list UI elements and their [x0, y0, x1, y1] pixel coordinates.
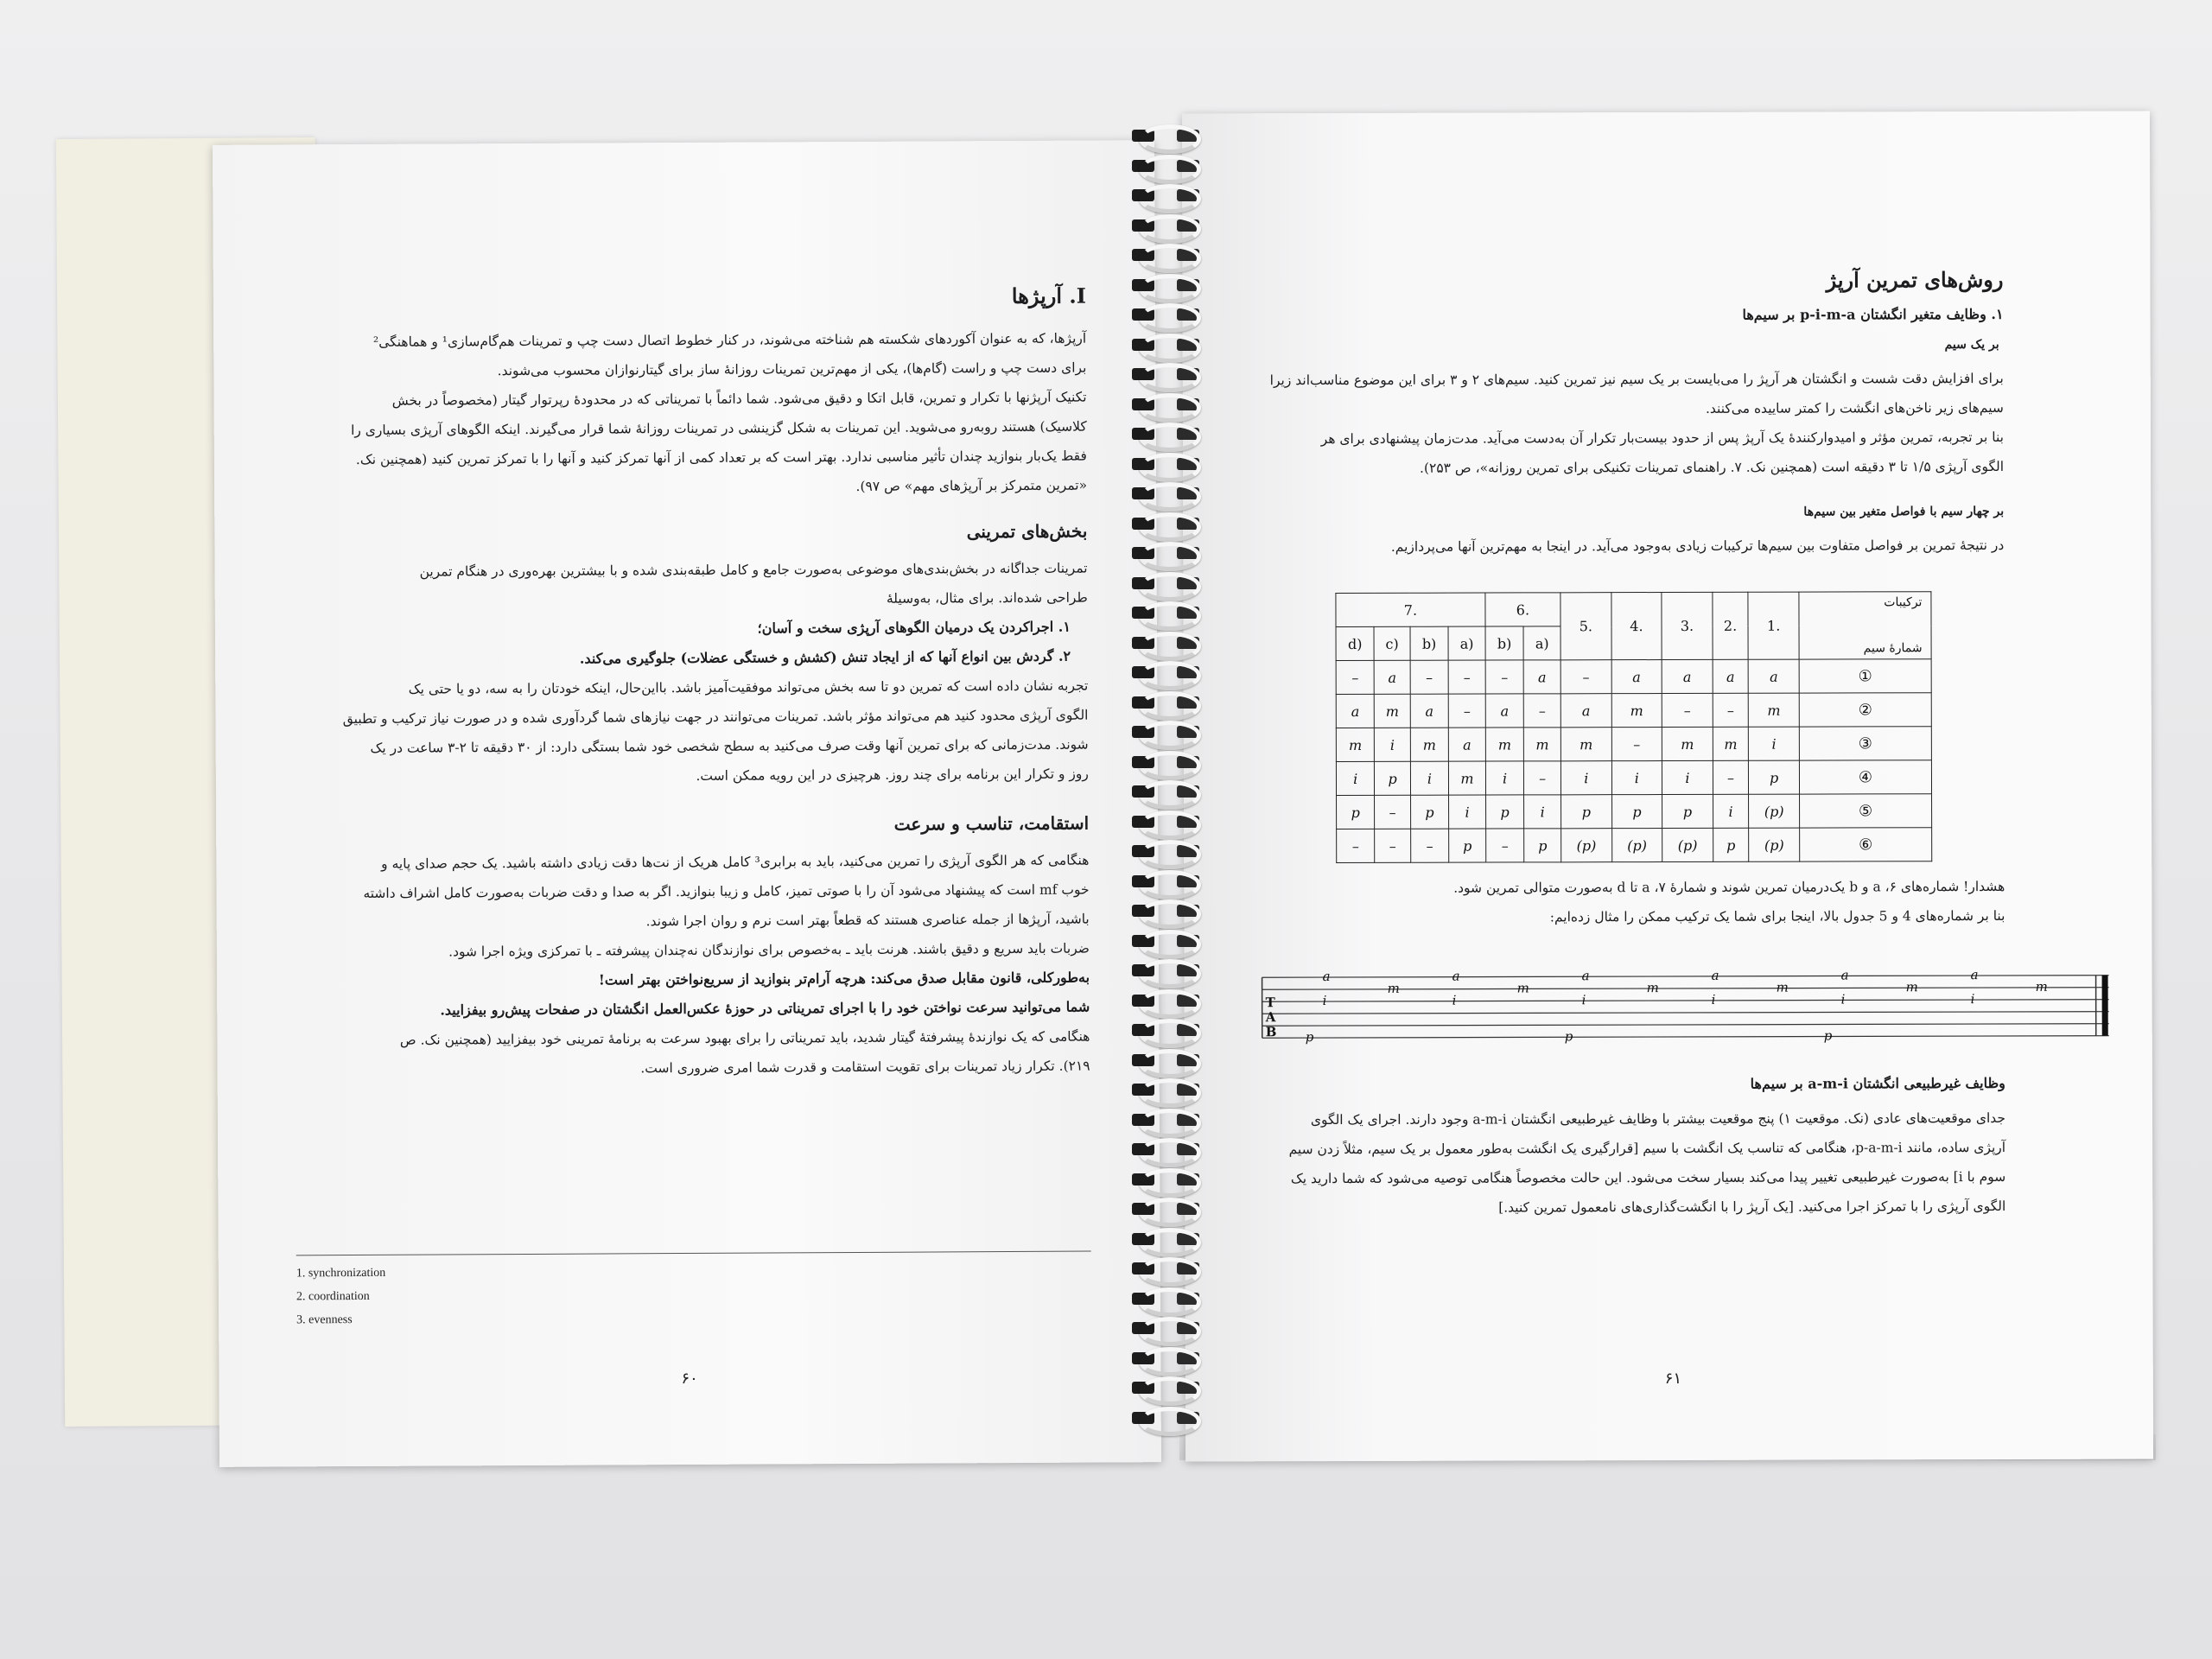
footnote: 1. synchronization	[296, 1266, 386, 1281]
table-row	[1336, 693, 1931, 728]
footnote-rule	[296, 1251, 1091, 1256]
line: طراحی شده‌اند. برای مثال، به‌وسیلهٔ	[886, 589, 1088, 607]
footnotes	[296, 1262, 386, 1332]
cell: 6.	[1485, 593, 1560, 626]
wire-loop	[1139, 1168, 1201, 1198]
cell: –	[1713, 693, 1749, 727]
tab-note: m	[1776, 979, 1789, 995]
wire-loop	[1139, 632, 1201, 661]
finger-combination-table	[1335, 591, 1932, 863]
spiral-coil	[1132, 569, 1199, 598]
wire-loop	[1139, 1078, 1201, 1108]
table-row	[1336, 659, 1931, 695]
cell: m	[1611, 694, 1662, 728]
cell: p	[1524, 829, 1561, 862]
tab-note: p	[1564, 1028, 1573, 1045]
cell: m	[1485, 728, 1523, 761]
unnatural-roles-body	[1193, 1103, 2005, 1223]
tab-note: i	[1711, 991, 1716, 1007]
spiral-coil	[1132, 359, 1199, 389]
tab-note: i	[1452, 992, 1457, 1008]
cell: d)	[1336, 626, 1374, 660]
spiral-coil	[1132, 1105, 1199, 1135]
cell: a	[1713, 659, 1749, 693]
tab-note: p	[1823, 1027, 1833, 1044]
tab-note: m	[1905, 979, 1918, 995]
cell: –	[1486, 829, 1524, 862]
cell: i	[1524, 795, 1561, 829]
tab-note: m	[2035, 978, 2048, 995]
line: تمرینات جداگانه در بخش‌بندی‌های موضوعی به‌صورت جامع و کامل طبقه‌بندی شده و با بیشترین بهره‌وری در هنگام تمرین	[419, 560, 1088, 580]
page-number: ۶۱	[1664, 1369, 1682, 1389]
wire-loop	[1139, 1228, 1201, 1257]
wire-loop	[1139, 124, 1201, 154]
section-heading-exercises: بخش‌های تمرینی	[966, 520, 1088, 543]
cell: a	[1410, 694, 1448, 728]
wire-loop	[1139, 1049, 1201, 1078]
footnote: 2. coordination	[296, 1289, 370, 1304]
subheading-one-string: بر یک سیم	[1944, 337, 1999, 353]
end-barline-thick	[2102, 976, 2108, 1036]
wire-loop	[1139, 930, 1201, 959]
tab-note: a	[1970, 967, 1979, 983]
cell: (p)	[1749, 794, 1800, 828]
line: بنا بر تجربه، تمرین مؤثر و امیدوارکنندهٔ یک آرپژ پس از حدود بیست‌بار تکرار آن به‌دست می‌آید. مدت‌زمان پیشنهادی برای هر	[1320, 429, 2004, 448]
wire-loop	[1139, 1019, 1201, 1048]
spiral-coil	[1132, 509, 1199, 538]
cell: b)	[1410, 626, 1448, 660]
wire-loop	[1139, 691, 1201, 721]
wire-loop	[1139, 989, 1201, 1019]
cell: –	[1611, 728, 1662, 761]
cell: p	[1662, 794, 1713, 828]
tab-note: a	[1840, 967, 1849, 983]
cell: 1.	[1748, 592, 1799, 659]
wire-loop	[1139, 1287, 1201, 1317]
cell: i	[1336, 761, 1374, 795]
wire-loop	[1139, 512, 1201, 542]
spiral-coil	[1132, 1165, 1199, 1194]
footnote: 3. evenness	[296, 1313, 353, 1327]
cell: p	[1561, 795, 1612, 829]
cell: p	[1375, 761, 1411, 795]
spiral-coil	[1132, 300, 1199, 329]
right-heading: روش‌های تمرین آرپژ	[1826, 266, 2004, 293]
spiral-coil	[1132, 270, 1199, 300]
wire-loop	[1139, 601, 1201, 631]
table-header-row	[1336, 592, 1931, 627]
spiral-coil	[1132, 956, 1199, 985]
wire-loop	[1139, 1376, 1201, 1406]
cell: –	[1448, 694, 1485, 728]
line: تجربه نشان داده است که تمرین دو تا سه بخش می‌تواند موفقیت‌آمیز باشد. بااین‌حال، اینکه خودتان را به سه، دو یا حتی یک	[408, 677, 1089, 697]
line: برای افزایش دقت شست و انگشتان هر آرپژ را می‌بایست بر یک سیم نیز تمرین کنید. سیم‌های ۲ و ۳ برای این موضوع مناسب‌اند زیرا	[1269, 370, 2004, 389]
spiral-coil	[1132, 658, 1199, 687]
wire-loop	[1139, 1198, 1201, 1227]
cell: p	[1749, 760, 1800, 794]
wire-loop	[1139, 1317, 1201, 1346]
cell: m	[1375, 694, 1411, 728]
tab-note: a	[1322, 969, 1331, 985]
wire-loop	[1139, 840, 1201, 869]
line: تکنیک آرپژنها با تکرار و تمرین، قابل اتکا و دقیق می‌شود. شما دائماً با تمریناتی که در محدودهٔ رپرتوار گیتار (مخصوصاً در بخش	[391, 389, 1087, 409]
spiral-coil	[1132, 717, 1199, 747]
spiral-coil	[1132, 538, 1199, 568]
wire-loop	[1139, 751, 1201, 780]
wire-loop	[1139, 155, 1201, 184]
spiral-coil	[1132, 1224, 1199, 1254]
cell: i	[1662, 760, 1713, 794]
wire-loop	[1139, 1347, 1201, 1376]
line: الگوی آرپژی محدود کنید هم می‌تواند مؤثر باشد. تمرینات می‌توانند در جهت نیازهای شما گردآوری شده و در صورت نیاز ترکیب و تطبیق	[342, 707, 1089, 728]
cell: a	[1560, 694, 1611, 728]
cell: –	[1375, 829, 1411, 862]
wire-loop	[1139, 1138, 1201, 1167]
cell: –	[1448, 660, 1485, 694]
spiral-coil	[1132, 151, 1199, 181]
line: روز و تکرار این برنامه برای چند روز. هرچیزی در این رویه ممکن است.	[696, 766, 1089, 784]
cell: p	[1449, 829, 1486, 862]
cell: a)	[1523, 626, 1560, 660]
tab-note: a	[1452, 968, 1460, 984]
list-item: ۲. گردش بین انواع آنها که از ایجاد تنش (کشش و خستگی عضلات) جلوگیری می‌کند.	[579, 647, 1071, 667]
line: شما می‌توانید سرعت نواختن خود را با اجرای تمریناتی در حوزهٔ عکس‌العمل انگشتان در صفحات پیش‌رو بیفزایید.	[440, 998, 1090, 1019]
spiral-coil	[1132, 807, 1199, 836]
spiral-coil	[1132, 1015, 1199, 1045]
row-label: ⑤	[1800, 794, 1932, 828]
line: سیم‌های زیر ناخن‌های انگشت را کمتر ساییده می‌کنند.	[1705, 399, 2004, 416]
tab-note: i	[1581, 992, 1586, 1008]
cell: –	[1662, 693, 1713, 727]
cell: p	[1611, 795, 1662, 829]
spiral-coil	[1132, 926, 1199, 956]
cell: a	[1748, 659, 1799, 693]
cell: 3.	[1662, 592, 1713, 659]
cell: p	[1410, 795, 1448, 829]
wire-loop	[1139, 899, 1201, 929]
tab-note: a	[1581, 968, 1590, 984]
row-label: ①	[1799, 659, 1931, 693]
spiral-coil	[1132, 240, 1199, 270]
tab-note: m	[1387, 980, 1400, 996]
cell: c)	[1374, 626, 1410, 660]
guitar-tab-staff	[1254, 967, 2126, 1052]
line: آرپژی ساده، مانند p-a-m-i، هنگامی که تناسب یک انگشت با سیم [قرارگیری یک انگشت به‌طور معمول بر یک سیم، مثلاً زدن سیم	[1288, 1139, 2006, 1158]
wire-loop	[1139, 661, 1201, 690]
line: کلاسیک) هستند روبه‌رو می‌شوید. این تمرینات به شکل گزینشی در تمرینات روزانهٔ شما قرار می‌گیرند. اینکه الگوهای آرپژی بسیاری را	[350, 418, 1087, 439]
spiral-binding	[1123, 121, 1210, 1469]
page-number: ۶۰	[681, 1369, 698, 1389]
list-item: ۱. اجراکردن یک درمیان الگوهای آرپژی سخت و آسان؛	[757, 618, 1071, 637]
cell: –	[1410, 660, 1448, 694]
spiral-coil	[1132, 1403, 1199, 1433]
cell: a)	[1448, 626, 1485, 660]
spiral-coil	[1132, 1046, 1199, 1075]
label-combinations: ترکیبات	[1884, 595, 1923, 610]
cell: –	[1375, 795, 1411, 829]
wire-loop	[1139, 1407, 1201, 1436]
spiral-coil	[1132, 1075, 1199, 1104]
wire-loop	[1139, 572, 1201, 601]
line: باشید، آرپژها از جمله عناصری هستند که قطعاً بهتر است نرم و روان اجرا شوند.	[645, 911, 1090, 930]
line: به‌طورکلی، قانون مقابل صدق می‌کند: هرچه آرام‌تر بنوازید از سریع‌نواختن بهتر است!	[598, 969, 1090, 988]
cell: a	[1485, 694, 1523, 728]
line: برای دست چپ و راست (گام‌ها)، یکی از مهم‌ترین تمرینات روزانهٔ ساز برای گیتارنوازان محسوب می‌شوند.	[497, 359, 1087, 379]
wire-loop	[1139, 363, 1201, 392]
spiral-coil	[1132, 1135, 1199, 1164]
cell: m	[1336, 728, 1374, 761]
row-label: ③	[1799, 727, 1931, 760]
line: هشدار! شماره‌های ۶، a و b یک‌درمیان تمرین شوند و شمارهٔ ۷، a تا d به‌صورت متوالی تمرین شود.	[1453, 878, 2005, 896]
spiral-coil	[1132, 1344, 1199, 1373]
cell: i	[1560, 761, 1611, 795]
spiral-coil	[1132, 1194, 1199, 1224]
line: ۲۱۹). تکرار زیاد تمرینات برای تقویت استقامت و قدرت شما امری ضروری است.	[640, 1058, 1090, 1077]
wire-loop	[1139, 244, 1201, 273]
wire-loop	[1139, 870, 1201, 899]
spiral-coil	[1132, 1254, 1199, 1283]
cell: 2.	[1713, 592, 1749, 659]
spiral-coil	[1132, 867, 1199, 896]
line: هنگامی که یک نوازندهٔ پیشرفتهٔ گیتار شدید، باید تمریناتی را برای بهبود سرعت به برنامهٔ تمرینی خود بیفزایید (همچنین نک. ص	[399, 1028, 1090, 1048]
line: بنا بر شماره‌های 4 و 5 جدول بالا، اینجا برای شما یک ترکیب ممکن را مثال زده‌ایم:	[1549, 907, 2005, 925]
spiral-coil	[1132, 628, 1199, 658]
cell: m	[1524, 728, 1561, 761]
cell: m	[1560, 728, 1611, 761]
four-strings-body: در نتیجهٔ تمرین بر فواصل متفاوت بین سیم‌ها ترکیبات زیادی به‌وجود می‌آید. در اینجا به مهم‌ترین آنها می‌پردازیم.	[1390, 537, 2005, 555]
wire-loop	[1139, 1257, 1201, 1287]
spiral-coil	[1132, 330, 1199, 359]
spiral-coil	[1132, 181, 1199, 210]
wire-loop	[1139, 214, 1201, 244]
line: سوم با i] به‌صورت غیرطبیعی تغییر پیدا می‌کند بسیار سخت می‌شود. این حالت مخصوصاً هنگامی توصیه می‌شود که شما دارید یک	[1290, 1168, 2006, 1187]
spiral-coil	[1132, 896, 1199, 925]
spiral-coil	[1132, 986, 1199, 1015]
spiral-coil	[1132, 121, 1199, 150]
wire-loop	[1139, 184, 1201, 213]
tab-letter: T	[1265, 995, 1275, 1011]
left-heading: I. آرپژها	[1011, 283, 1087, 309]
cell: 5.	[1560, 593, 1611, 660]
wire-loop	[1139, 721, 1201, 750]
wire-loop	[1139, 393, 1201, 423]
cell: m	[1713, 727, 1749, 760]
cell: 4.	[1611, 593, 1662, 660]
cell: 7.	[1336, 593, 1485, 626]
line: خوب mf است که پیشنهاد می‌شود آن را با صوتی تمیز، کامل و زیبا بنوازید. اگر به صدا و دقت ضربات به‌صورت کامل اشراف داشته	[363, 881, 1090, 901]
wire-loop	[1139, 810, 1201, 840]
line: «تمرین متمرکز بر آرپژهای مهم» ص ۹۷).	[855, 477, 1088, 494]
tab-note: m	[1516, 980, 1529, 996]
cell: –	[1524, 761, 1561, 795]
tab-note: p	[1305, 1029, 1314, 1046]
cell: –	[1336, 660, 1374, 694]
spiral-coil	[1132, 1313, 1199, 1343]
line: آرپژها، که به عنوان آکوردهای شکسته هم شناخته می‌شوند، در کنار خطوط اتصال دست چپ و تمرینات هم‌گام‌سازی¹ و هماهنگی²	[372, 330, 1087, 350]
line: الگوی آرپژی ۱/۵ تا ۳ دقیقه است (همچنین نک. ۷. راهنمای تمرینات تکنیکی برای تمرین روزانه»، ص ۲۵۳).	[1419, 458, 2005, 476]
cell: a	[1662, 659, 1713, 693]
cell: (p)	[1561, 829, 1612, 862]
left-page	[213, 140, 1161, 1467]
wire-loop	[1139, 959, 1201, 988]
wire-loop	[1139, 482, 1201, 512]
wire-loop	[1139, 1109, 1201, 1138]
spiral-coil	[1132, 777, 1199, 806]
section-exercises-body	[276, 554, 1089, 793]
cell: –	[1485, 660, 1523, 694]
cell: –	[1410, 829, 1448, 862]
cell: (p)	[1749, 828, 1800, 861]
spiral-coil	[1132, 598, 1199, 627]
table-row	[1336, 727, 1931, 762]
spiral-coil	[1132, 747, 1199, 777]
spiral-coil	[1132, 1284, 1199, 1313]
cell: –	[1337, 829, 1375, 862]
row-label: ②	[1799, 693, 1931, 727]
spiral-coil	[1132, 449, 1199, 479]
cell: (p)	[1611, 829, 1662, 862]
line: فقط یک‌بار بنوازید چندان تأثیر مناسبی ندارد. بهتر است که بر تعداد کمی از آنها تمرکز کنید و آنها را با تمرکز تمرین کنید (همچنین نک.	[355, 448, 1087, 468]
warning-note	[1192, 872, 2005, 932]
cell: i	[1749, 727, 1800, 760]
table-corner-label	[1799, 592, 1931, 659]
spiral-coil	[1132, 836, 1199, 866]
one-string-body	[1192, 364, 2004, 483]
subheading-unnatural-roles: وظایف غیرطبیعی انگشتان a-m-i بر سیم‌ها	[1750, 1074, 2005, 1092]
row-label: ⑥	[1800, 828, 1932, 861]
cell: a	[1448, 728, 1485, 761]
cell: m	[1410, 728, 1448, 761]
line: ضربات باید سریع و دقیق باشند. هرنت باید ـ به‌خصوص برای نوازندگان نه‌چندان پیشرفته ـ با تمرکزی ویژه اجرا شود.	[448, 940, 1090, 960]
cell: a	[1374, 660, 1410, 694]
tab-note: i	[1970, 991, 1975, 1007]
cell: i	[1485, 761, 1523, 795]
spiral-coil	[1132, 419, 1199, 448]
cell: i	[1410, 761, 1448, 795]
tab-note: i	[1322, 993, 1327, 1009]
cell: (p)	[1662, 828, 1713, 861]
spiral-coil	[1132, 688, 1199, 717]
subheading-four-strings: بر چهار سیم با فواصل متغیر بین سیم‌ها	[1803, 504, 2005, 519]
tab-letter: B	[1265, 1024, 1277, 1040]
line: هنگامی که هر الگوی آرپژی را تمرین می‌کنید، باید به برابری³ کامل هریک از نت‌ها دقت زیادی داشته باشید. یک حجم صدای پایه و	[381, 852, 1090, 872]
cell: p	[1713, 828, 1749, 861]
cell: p	[1337, 795, 1375, 829]
cell: i	[1611, 761, 1662, 795]
wire-loop	[1139, 780, 1201, 810]
wire-loop	[1139, 334, 1201, 363]
table-row	[1336, 760, 1931, 796]
cell: i	[1713, 794, 1749, 828]
line: جدای موقعیت‌های عادی (نک. موقعیت ۱) پنج موقعیت بیشتر با وظایف غیرطبیعی انگشتان a-m-i وجود دارند. اجرای یک الگوی	[1310, 1109, 2006, 1128]
cell: b)	[1485, 626, 1523, 660]
cell: –	[1560, 660, 1611, 694]
subheading-finger-roles: ۱. وظایف متغیر انگشتان p-i-m-a بر سیم‌ها	[1742, 305, 2004, 323]
tab-letter: A	[1265, 1009, 1276, 1026]
line: الگوی آرپژی را با تمرکز اجرا می‌کنید. [یک آرپژ را با انگشت‌گذاری‌های نامعمول تمرین کنید.]	[1498, 1198, 2006, 1216]
cell: –	[1523, 694, 1560, 728]
wire-loop	[1139, 453, 1201, 482]
spiral-coil	[1132, 390, 1199, 419]
tab-note: a	[1711, 967, 1719, 983]
section-endurance-body	[276, 846, 1090, 1085]
wire-loop	[1139, 542, 1201, 571]
label-string-number: شمارهٔ سیم	[1863, 641, 1923, 656]
cell: m	[1749, 693, 1800, 727]
spiral-coil	[1132, 211, 1199, 240]
spiral-coil	[1132, 1373, 1199, 1402]
cell: p	[1485, 795, 1523, 829]
wire-loop	[1139, 423, 1201, 452]
cell: a	[1336, 694, 1374, 728]
wire-loop	[1139, 303, 1201, 333]
wire-loop	[1139, 274, 1201, 303]
line: شوند. مدت‌زمانی که برای تمرین آنها وقت صرف می‌کنید به سطح شخصی خود شما بستگی دارد: از ۳۰ دقیقه تا ۲-۳ ساعت در یک	[370, 736, 1089, 756]
right-page	[1182, 111, 2153, 1462]
table-row	[1337, 794, 1932, 830]
cell: –	[1713, 760, 1749, 794]
cell: a	[1611, 660, 1662, 694]
tab-note: m	[1646, 980, 1659, 996]
section-heading-endurance: استقامت، تناسب و سرعت	[893, 812, 1090, 835]
table-row	[1337, 828, 1932, 863]
cell: m	[1662, 727, 1713, 760]
left-intro-paragraph	[274, 324, 1087, 505]
cell: a	[1523, 660, 1560, 694]
cell: i	[1449, 795, 1486, 829]
row-label: ④	[1799, 760, 1931, 794]
spiral-coil	[1132, 479, 1199, 508]
tab-note: i	[1840, 991, 1846, 1007]
cell: i	[1375, 728, 1411, 761]
cell: m	[1449, 761, 1486, 795]
